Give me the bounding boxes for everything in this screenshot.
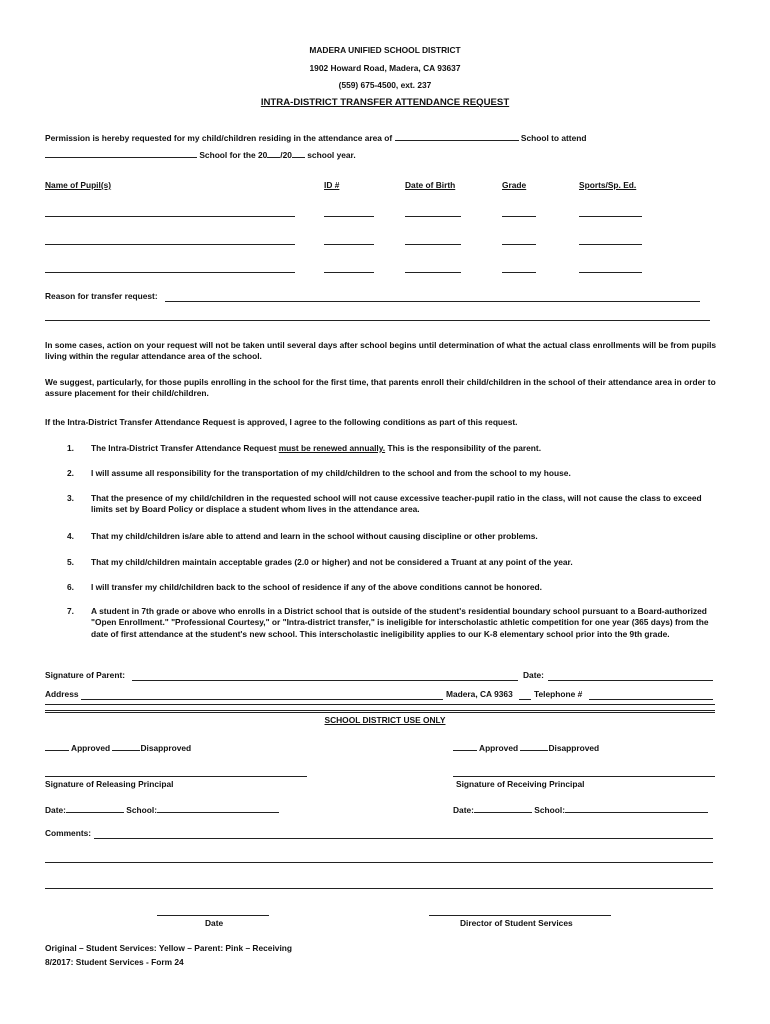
condition-number: 7. (67, 606, 74, 616)
reason-label: Reason for transfer request: (45, 291, 158, 301)
date-label: Date: (453, 805, 474, 815)
school-label: School: (534, 805, 565, 815)
pupil-name-field[interactable] (45, 216, 295, 217)
condition-3: That the presence of my child/children in the requested school will not cause excessive teacher-pupil ratio in the class, will not cause the class to exceed limits set by Board Policy or displace a student whom lives in the attendance area. (91, 493, 702, 515)
notice-paragraph-2: We suggest, particularly, for those pupils enrolling in the school for the first time, that parents enroll their child/children in the school of their attendance area in order to assure placement for their child/children. (45, 377, 716, 399)
condition-5: That my child/children maintain acceptable grades (2.0 or higher) and not be considered a Truant at any point of the year. (91, 557, 573, 567)
school-label: School: (126, 805, 157, 815)
disapproved-label: Disapproved (548, 743, 600, 753)
receiving-principal-label: Signature of Receiving Principal (456, 779, 585, 789)
date-label: Date: (45, 805, 66, 815)
zip-field[interactable] (519, 699, 531, 700)
condition-number: 4. (67, 531, 74, 541)
pupil-dob-field[interactable] (405, 244, 461, 245)
receiving-date-school-row (453, 803, 708, 816)
condition-number: 3. (67, 493, 74, 503)
section-divider (45, 712, 715, 713)
year-start-field[interactable] (267, 148, 280, 158)
telephone-label: Telephone # (534, 689, 583, 699)
notice-paragraph-1: In some cases, action on your request will not be taken until several days after school begins until determination of what the actual class enrollments will be from pupils living within the regular attendance area of the school. (45, 340, 717, 362)
pupil-name-field[interactable] (45, 272, 295, 273)
section-divider (45, 704, 715, 711)
releasing-principal-label: Signature of Releasing Principal (45, 779, 174, 789)
releasing-approval (45, 741, 191, 754)
condition-number: 5. (67, 557, 74, 567)
receiving-approval (453, 741, 599, 754)
form-version-note: 8/2017: Student Services - Form 24 (45, 957, 184, 967)
pupil-grade-field[interactable] (502, 244, 536, 245)
condition-1 (91, 443, 721, 454)
telephone-field[interactable] (589, 699, 713, 700)
pupil-sports-field[interactable] (579, 216, 642, 217)
address-field[interactable] (81, 699, 443, 700)
condition-1-pre: The Intra-District Transfer Attendance Request (91, 443, 279, 453)
office-use-title: SCHOOL DISTRICT USE ONLY (324, 715, 446, 725)
intro-text-e: school year. (307, 150, 356, 160)
receiving-school-field[interactable] (565, 803, 708, 813)
reason-field-line-2[interactable] (45, 320, 710, 321)
intro-text-c: School for the 20 (199, 150, 268, 160)
col-header-grade: Grade (502, 180, 527, 190)
releasing-disapproved-checkbox[interactable] (112, 741, 140, 751)
district-phone: (559) 675-4500, ext. 237 (338, 80, 432, 90)
condition-1-underlined: must be renewed annually. (278, 443, 386, 453)
releasing-school-field[interactable] (157, 803, 279, 813)
comments-field-line-3[interactable] (45, 888, 713, 889)
district-address: 1902 Howard Road, Madera, CA 93637 (309, 63, 461, 73)
school-name-field[interactable] (45, 148, 197, 158)
pupil-sports-field[interactable] (579, 272, 642, 273)
pupil-sports-field[interactable] (579, 244, 642, 245)
notice-paragraph-3: If the Intra-District Transfer Attendance Request is approved, I agree to the following conditions as part of this request. (45, 417, 518, 427)
parent-signature-label: Signature of Parent: (45, 670, 126, 680)
year-end-field[interactable] (292, 148, 305, 158)
releasing-date-field[interactable] (66, 803, 124, 813)
condition-4: That my child/children is/are able to attend and learn in the school without causing discipline or other problems. (91, 531, 538, 541)
col-header-id: ID # (324, 180, 340, 190)
receiving-approved-checkbox[interactable] (453, 741, 477, 751)
condition-2: I will assume all responsibility for the transportation of my child/children to the school and from the school to my house. (91, 468, 571, 478)
pupil-id-field[interactable] (324, 216, 374, 217)
distribution-note: Original – Student Services: Yellow – Parent: Pink – Receiving (45, 943, 292, 953)
director-signature-field[interactable] (429, 915, 611, 916)
form-title: INTRA-DISTRICT TRANSFER ATTENDANCE REQUEST (260, 97, 510, 108)
district-name: MADERA UNIFIED SCHOOL DISTRICT (309, 45, 461, 55)
condition-number: 2. (67, 468, 74, 478)
condition-number: 6. (67, 582, 74, 592)
pupil-id-field[interactable] (324, 272, 374, 273)
col-header-sports: Sports/Sp. Ed. (579, 180, 637, 190)
attendance-area-field[interactable] (395, 131, 519, 141)
approved-label: Approved (71, 743, 111, 753)
intro-text-a: Permission is hereby requested for my child/children residing in the attendance area of (45, 133, 393, 143)
pupil-grade-field[interactable] (502, 216, 536, 217)
condition-number: 1. (67, 443, 74, 453)
receiving-date-field[interactable] (474, 803, 532, 813)
condition-1-post: This is the responsibility of the parent. (385, 443, 542, 453)
pupil-grade-field[interactable] (502, 272, 536, 273)
city-text: Madera, CA 9363 (446, 689, 513, 699)
condition-6: I will transfer my child/children back to the school of residence if any of the above conditions cannot be honored. (91, 582, 542, 592)
pupil-id-field[interactable] (324, 244, 374, 245)
pupil-dob-field[interactable] (405, 216, 461, 217)
col-header-name: Name of Pupil(s) (45, 180, 112, 190)
disapproved-label: Disapproved (140, 743, 192, 753)
parent-date-label: Date: (523, 670, 544, 680)
releasing-principal-signature-field[interactable] (45, 776, 307, 777)
releasing-date-school-row (45, 803, 279, 816)
parent-signature-field[interactable] (132, 680, 518, 681)
comments-field-line-2[interactable] (45, 862, 713, 863)
receiving-disapproved-checkbox[interactable] (520, 741, 548, 751)
intro-line-2 (45, 148, 356, 161)
condition-7: A student in 7th grade or above who enrolls in a District school that is outside of the student's residential boundary school pursuant to a Board-authorized "Open Enrollment." "Professional Courtesy," or "Intra-district transfer," is ineligible for interscholastic athletic competition for one year (365 days) from the date of first attendance at the student's new school. This interscholastic ineligibility applies to our K-8 elementary school prior into the 9th grade. (91, 606, 709, 639)
col-header-dob: Date of Birth (405, 180, 456, 190)
reason-field-line-1[interactable] (165, 301, 700, 302)
director-caption: Director of Student Services (460, 918, 573, 928)
pupil-name-field[interactable] (45, 244, 295, 245)
parent-date-field[interactable] (548, 680, 713, 681)
intro-line-1 (45, 131, 586, 144)
comments-field-line-1[interactable] (94, 838, 713, 839)
approved-label: Approved (479, 743, 519, 753)
final-date-caption: Date (205, 918, 224, 928)
address-label: Address (45, 689, 79, 699)
pupil-dob-field[interactable] (405, 272, 461, 273)
comments-label: Comments: (45, 828, 92, 838)
releasing-approved-checkbox[interactable] (45, 741, 69, 751)
intro-text-d: /20 (280, 150, 292, 160)
receiving-principal-signature-field[interactable] (453, 776, 715, 777)
intro-text-b: School to attend (520, 133, 587, 143)
final-date-field[interactable] (157, 915, 269, 916)
